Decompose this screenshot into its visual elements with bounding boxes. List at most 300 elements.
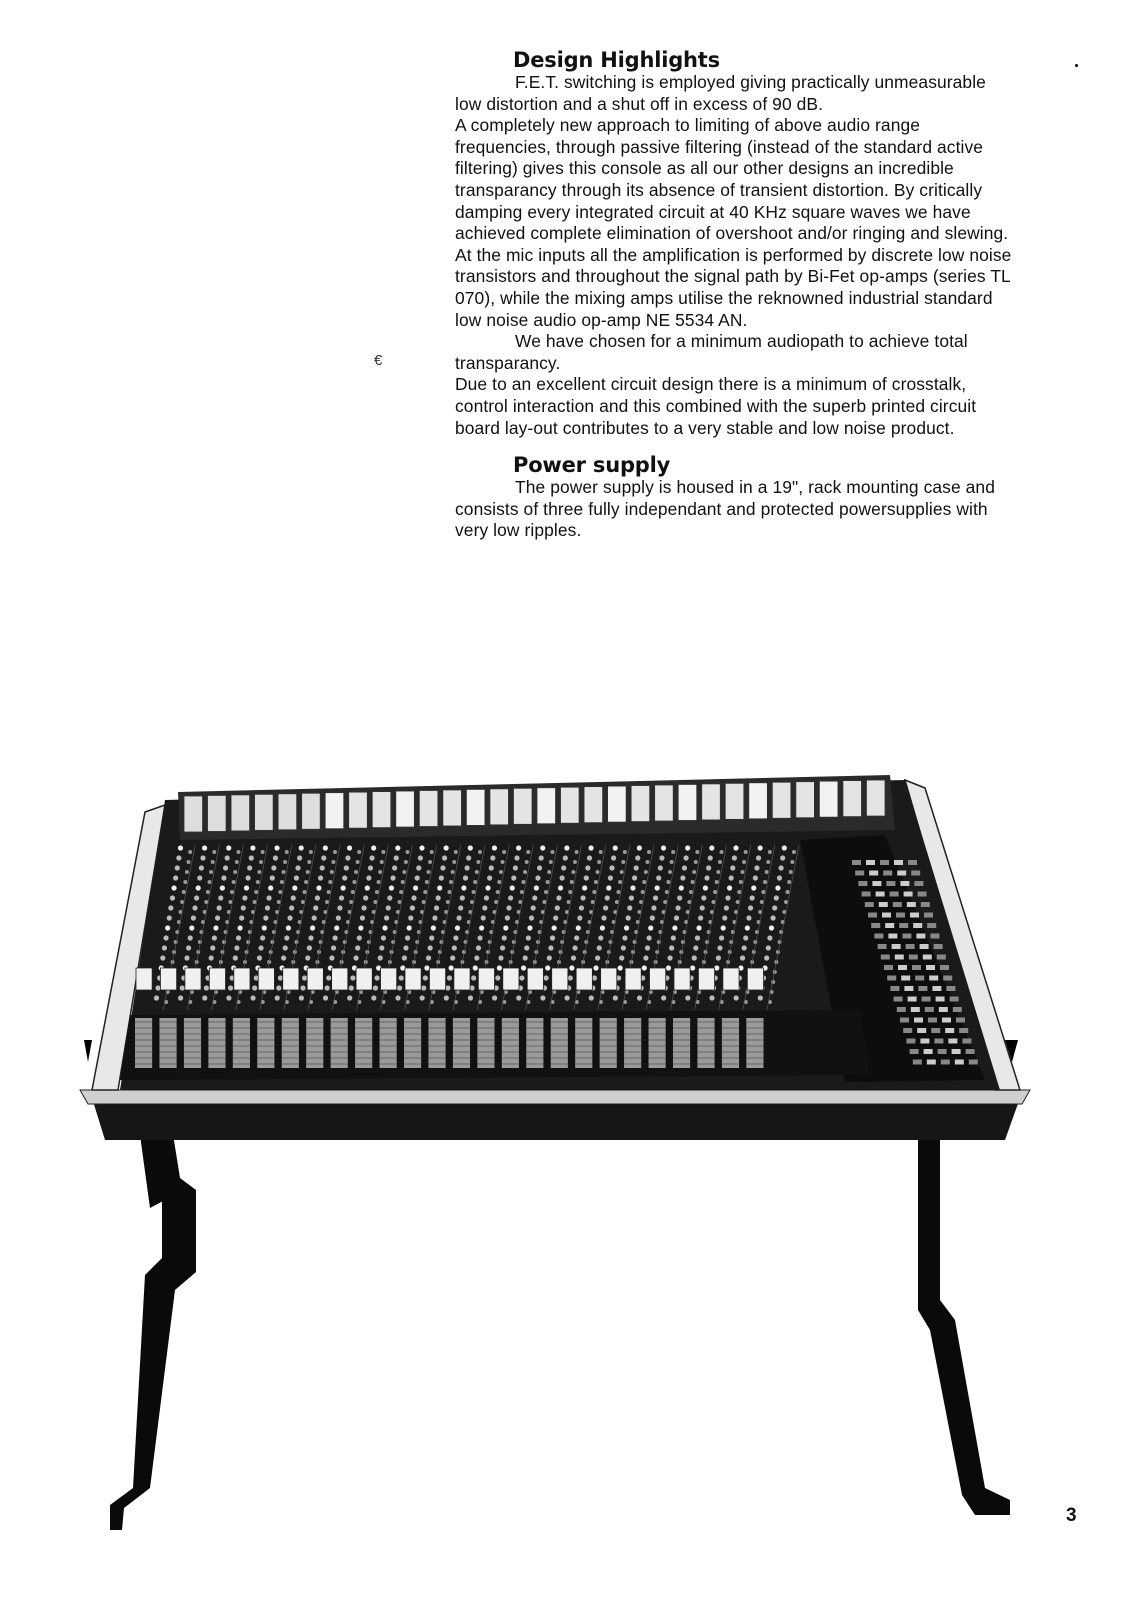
- knob: [262, 925, 267, 930]
- knob: [721, 925, 726, 930]
- knob: [211, 860, 215, 864]
- knob: [580, 895, 585, 900]
- knob: [584, 875, 589, 880]
- knob: [782, 845, 787, 850]
- master-button: [908, 997, 917, 1002]
- knob: [708, 855, 713, 860]
- knob: [457, 915, 462, 920]
- knob: [442, 855, 447, 860]
- meter: [255, 794, 274, 830]
- knob: [276, 985, 281, 990]
- knob: [180, 985, 185, 990]
- knob: [477, 935, 482, 940]
- fader-cap: [429, 968, 445, 990]
- knob: [333, 850, 337, 854]
- meter: [584, 787, 603, 823]
- knob: [552, 925, 557, 930]
- knob: [283, 945, 288, 950]
- knob: [774, 895, 779, 900]
- fader-cap: [160, 968, 176, 990]
- knob: [704, 875, 709, 880]
- master-button: [937, 955, 946, 960]
- knob: [589, 995, 594, 1000]
- knob: [395, 845, 400, 850]
- knob: [283, 860, 287, 864]
- knob: [197, 875, 202, 880]
- knob: [379, 945, 384, 950]
- knob: [309, 850, 313, 854]
- knob: [369, 855, 374, 860]
- knob: [232, 880, 236, 884]
- knob: [357, 850, 361, 854]
- fader-track: [600, 1018, 617, 1068]
- knob: [374, 975, 379, 980]
- knob: [496, 890, 500, 894]
- knob: [454, 850, 458, 854]
- knob: [221, 875, 226, 880]
- meter: [796, 782, 815, 818]
- design-paragraph-5: Due to an excellent circuit design there is a minimum of crosstalk, control interaction and this combined with the superb printed circuit board lay-out contributes to a very stable and low noise product.: [455, 374, 977, 438]
- meter: [278, 794, 297, 830]
- knob: [449, 880, 453, 884]
- knob: [703, 885, 708, 890]
- knob: [690, 965, 695, 970]
- knob: [473, 880, 477, 884]
- design-paragraph-3: At the mic inputs all the amplification is performed by discrete low noise transistors and throughout the signal path by Bi-Fet op-amps (series TL 070), while the mixing amps utilise the reknowned industrial standard low noise audio op-amp NE 5534 AN.: [455, 244, 1012, 330]
- master-button: [890, 986, 899, 991]
- knob: [260, 935, 265, 940]
- knob: [768, 850, 772, 854]
- knob: [381, 850, 385, 854]
- knob: [502, 850, 506, 854]
- knob: [235, 860, 239, 864]
- knob: [281, 955, 286, 960]
- knob: [313, 905, 318, 910]
- knob: [787, 880, 791, 884]
- knob: [426, 870, 430, 874]
- master-button: [921, 902, 930, 907]
- master-button: [927, 1060, 936, 1065]
- knob: [722, 915, 727, 920]
- knob: [765, 870, 769, 874]
- master-button: [942, 1018, 951, 1023]
- master-button: [930, 934, 939, 939]
- fader-cap: [747, 968, 763, 990]
- knob: [564, 995, 569, 1000]
- knob: [389, 885, 394, 890]
- knob: [402, 955, 407, 960]
- knob: [691, 880, 695, 884]
- knob: [278, 975, 283, 980]
- knob: [645, 860, 649, 864]
- knob: [390, 875, 395, 880]
- knob: [431, 925, 436, 930]
- knob: [297, 855, 302, 860]
- knob: [175, 865, 180, 870]
- knob: [394, 855, 399, 860]
- knob: [421, 985, 426, 990]
- master-button: [952, 1049, 961, 1054]
- meter: [208, 795, 227, 831]
- knob: [520, 890, 524, 894]
- knob: [263, 915, 268, 920]
- master-button: [883, 871, 892, 876]
- fader-cap: [454, 968, 470, 990]
- knob: [386, 905, 391, 910]
- knob: [402, 870, 406, 874]
- knob: [182, 890, 186, 894]
- knob: [588, 845, 593, 850]
- master-button: [969, 1060, 978, 1065]
- master-button: [894, 860, 903, 865]
- knob: [331, 860, 335, 864]
- master-button: [943, 976, 952, 981]
- knob: [484, 895, 489, 900]
- fader-track: [649, 1018, 666, 1068]
- knob: [758, 845, 763, 850]
- knob: [685, 995, 690, 1000]
- knob: [764, 955, 769, 960]
- knob: [685, 845, 690, 850]
- knob: [746, 915, 751, 920]
- knob: [754, 865, 759, 870]
- master-button: [914, 1018, 923, 1023]
- knob: [302, 890, 306, 894]
- knob: [331, 945, 336, 950]
- knob: [406, 850, 410, 854]
- knob: [661, 845, 666, 850]
- knob: [546, 880, 550, 884]
- knob: [556, 895, 561, 900]
- knob: [258, 945, 263, 950]
- master-button: [862, 892, 871, 897]
- knob: [743, 935, 748, 940]
- knob: [241, 905, 246, 910]
- knob: [579, 905, 584, 910]
- knob: [155, 985, 160, 990]
- fader-track: [208, 1018, 225, 1068]
- knob: [209, 870, 213, 874]
- knob: [482, 905, 487, 910]
- master-button: [956, 1018, 965, 1023]
- knob: [449, 965, 454, 970]
- knob: [357, 935, 362, 940]
- knob: [740, 870, 744, 874]
- knob: [544, 975, 549, 980]
- knob: [605, 895, 610, 900]
- knob: [756, 855, 761, 860]
- knob: [498, 955, 503, 960]
- design-paragraph-1: F.E.T. switching is employed giving practically unmeasurable low distortion and a shut off in excess of 90 dB.: [455, 72, 986, 114]
- knob: [239, 915, 244, 920]
- design-paragraph-4: We have chosen for a minimum audiopath to achieve total transparancy.: [455, 331, 968, 373]
- knob: [626, 915, 631, 920]
- knob: [178, 995, 183, 1000]
- knob: [485, 885, 490, 890]
- fader-track: [697, 1018, 714, 1068]
- knob: [282, 870, 286, 874]
- knob: [171, 885, 176, 890]
- knob: [608, 875, 613, 880]
- knob: [333, 935, 338, 940]
- knob: [226, 845, 231, 850]
- knob: [739, 880, 743, 884]
- knob: [555, 905, 560, 910]
- knob: [495, 975, 500, 980]
- meter: [631, 786, 650, 822]
- knob: [423, 975, 428, 980]
- knob: [698, 915, 703, 920]
- knob: [445, 985, 450, 990]
- knob: [399, 975, 404, 980]
- master-button: [879, 902, 888, 907]
- knob: [718, 860, 722, 864]
- knob: [771, 915, 776, 920]
- master-button: [866, 860, 875, 865]
- knob: [329, 955, 334, 960]
- knob: [339, 895, 344, 900]
- knob: [715, 880, 719, 884]
- knob: [665, 890, 669, 894]
- knob: [378, 955, 383, 960]
- knob: [352, 880, 356, 884]
- knob: [632, 875, 637, 880]
- meter: [184, 796, 203, 832]
- knob: [440, 865, 445, 870]
- knob: [186, 945, 191, 950]
- knob: [497, 965, 502, 970]
- knob: [209, 955, 214, 960]
- knob: [492, 845, 497, 850]
- knob: [382, 925, 387, 930]
- master-button: [910, 1049, 919, 1054]
- knob: [424, 965, 429, 970]
- knob: [748, 905, 753, 910]
- knob: [407, 925, 412, 930]
- knob: [220, 885, 225, 890]
- knob: [779, 865, 784, 870]
- fader-track: [673, 1018, 690, 1068]
- knob: [285, 850, 289, 854]
- knob: [693, 945, 698, 950]
- knob: [471, 975, 476, 980]
- master-button: [895, 955, 904, 960]
- knob: [531, 905, 536, 910]
- knob: [502, 935, 507, 940]
- knob: [202, 995, 207, 1000]
- fader-track: [331, 1018, 348, 1068]
- fader-track: [380, 1018, 397, 1068]
- knob: [622, 935, 627, 940]
- master-button: [900, 1018, 909, 1023]
- knob: [434, 905, 439, 910]
- master-button: [900, 881, 909, 886]
- fader-track: [355, 1018, 372, 1068]
- knob: [611, 855, 616, 860]
- knob: [597, 945, 602, 950]
- knob: [188, 935, 193, 940]
- master-button: [918, 892, 927, 897]
- knob: [621, 945, 626, 950]
- knob: [468, 995, 473, 1000]
- master-button: [926, 965, 935, 970]
- knob: [516, 845, 521, 850]
- knob: [733, 845, 738, 850]
- master-button: [920, 944, 929, 949]
- knob: [775, 885, 780, 890]
- knob: [200, 855, 205, 860]
- master-button: [896, 913, 905, 918]
- master-button: [936, 997, 945, 1002]
- knob: [460, 895, 465, 900]
- knob: [526, 935, 531, 940]
- knob: [347, 845, 352, 850]
- knob: [645, 945, 650, 950]
- knob: [671, 850, 675, 854]
- fader-track: [257, 1018, 274, 1068]
- knob: [419, 845, 424, 850]
- knob: [761, 890, 765, 894]
- knob: [233, 955, 238, 960]
- knob: [679, 885, 684, 890]
- knob: [637, 845, 642, 850]
- knob: [516, 995, 521, 1000]
- knob: [582, 885, 587, 890]
- knob: [299, 995, 304, 1000]
- knob: [729, 875, 734, 880]
- knob: [246, 875, 251, 880]
- fader-track: [551, 1018, 568, 1068]
- knob: [244, 885, 249, 890]
- fader-track: [184, 1018, 201, 1068]
- knob: [659, 855, 664, 860]
- meter: [443, 790, 462, 826]
- master-button: [906, 1039, 915, 1044]
- master-button: [945, 1028, 954, 1033]
- knob: [428, 945, 433, 950]
- master-button: [931, 1028, 940, 1033]
- meter: [819, 781, 838, 817]
- meter: [749, 783, 768, 819]
- knob: [683, 855, 688, 860]
- knob: [647, 850, 651, 854]
- master-button: [962, 1039, 971, 1044]
- power-supply-heading: Power supply: [513, 453, 671, 478]
- knob: [468, 845, 473, 850]
- knob: [266, 895, 271, 900]
- power-supply-paragraph: The power supply is housed in a 19", rack mounting case and consists of three fully independant and protected powersupplies with very low ripples.: [455, 477, 995, 541]
- fader-track: [624, 1018, 641, 1068]
- master-button: [966, 1049, 975, 1054]
- meter: [513, 788, 532, 824]
- knob: [730, 865, 735, 870]
- knob: [606, 885, 611, 890]
- knob: [234, 945, 239, 950]
- knob: [724, 905, 729, 910]
- knob: [183, 880, 187, 884]
- knob: [447, 890, 451, 894]
- master-button: [897, 871, 906, 876]
- fader-cap: [576, 968, 592, 990]
- knob: [325, 985, 330, 990]
- fader-track: [526, 1018, 543, 1068]
- fader-track: [477, 1018, 494, 1068]
- fader-track: [428, 1018, 445, 1068]
- meter: [349, 792, 368, 828]
- knob: [271, 865, 276, 870]
- meter: [843, 781, 862, 817]
- knob: [415, 875, 420, 880]
- knob: [312, 915, 317, 920]
- knob: [429, 935, 434, 940]
- knob: [481, 915, 486, 920]
- knob: [709, 995, 714, 1000]
- knob: [547, 870, 551, 874]
- meter: [466, 789, 485, 825]
- knob: [361, 905, 366, 910]
- knob: [661, 995, 666, 1000]
- meter: [678, 784, 697, 820]
- knob: [550, 850, 554, 854]
- master-button: [906, 944, 915, 949]
- knob: [401, 880, 405, 884]
- knob: [692, 955, 697, 960]
- knob: [360, 915, 365, 920]
- master-button: [948, 1039, 957, 1044]
- knob: [766, 860, 770, 864]
- knob: [656, 875, 661, 880]
- knob: [256, 880, 260, 884]
- knob: [513, 865, 518, 870]
- knob: [381, 935, 386, 940]
- stray-print-mark: €: [374, 352, 383, 369]
- knob: [644, 870, 648, 874]
- knob: [273, 855, 278, 860]
- knob: [478, 850, 482, 854]
- master-button: [932, 986, 941, 991]
- knob: [475, 870, 479, 874]
- master-button: [852, 860, 861, 865]
- master-button: [925, 1007, 934, 1012]
- knob: [535, 875, 540, 880]
- knob: [474, 955, 479, 960]
- master-button: [915, 976, 924, 981]
- master-button: [868, 913, 877, 918]
- master-button: [917, 1028, 926, 1033]
- knob: [511, 875, 516, 880]
- fader-track: [159, 1018, 176, 1068]
- fader-cap: [209, 968, 225, 990]
- fader-track: [746, 1018, 763, 1068]
- knob: [257, 955, 262, 960]
- master-button: [950, 997, 959, 1002]
- knob: [202, 845, 207, 850]
- knob: [167, 915, 172, 920]
- fader-track: [233, 1018, 250, 1068]
- knob: [694, 860, 698, 864]
- knob: [365, 885, 370, 890]
- fader-track: [502, 1018, 519, 1068]
- knob: [653, 895, 658, 900]
- knob: [228, 985, 233, 990]
- knob: [349, 985, 354, 990]
- knob: [561, 865, 566, 870]
- knob: [621, 860, 625, 864]
- knob: [327, 890, 331, 894]
- knob: [304, 880, 308, 884]
- knob: [740, 955, 745, 960]
- fader-cap: [601, 968, 617, 990]
